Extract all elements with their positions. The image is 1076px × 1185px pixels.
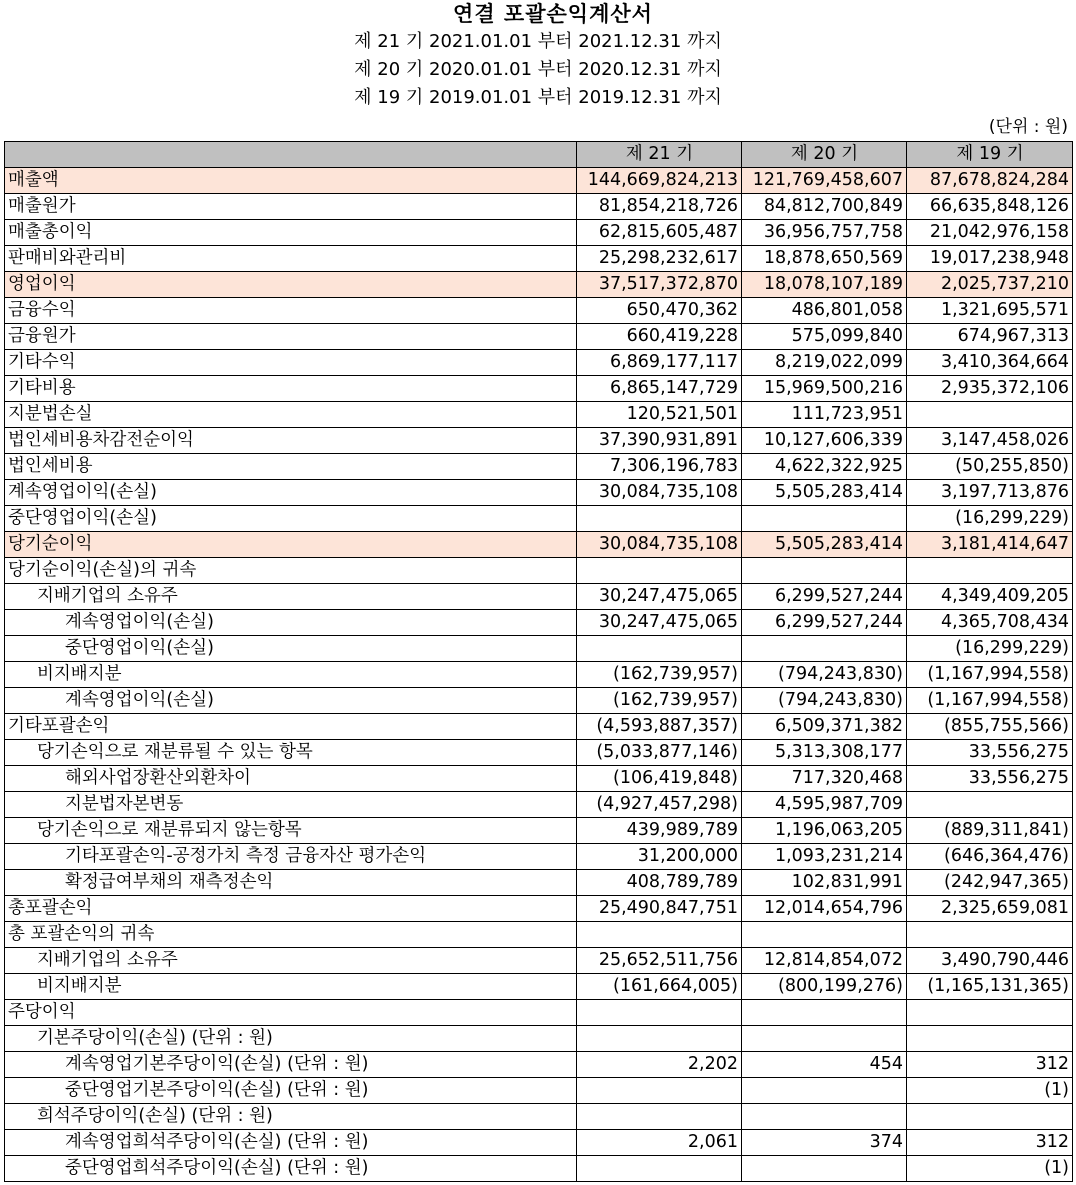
table-row (5, 1026, 1073, 1052)
value-period-21: 2,061 (577, 1130, 742, 1156)
value-period-19 (907, 402, 1073, 428)
value-period-20: 102,831,991 (742, 870, 907, 896)
value-period-21: 120,521,501 (577, 402, 742, 428)
table-row (5, 766, 1073, 792)
value-period-21: 2,202 (577, 1052, 742, 1078)
value-period-19: (16,299,229) (907, 506, 1073, 532)
account-label: 지분법손실 (5, 402, 577, 428)
value-period-20 (742, 506, 907, 532)
value-period-19: 1,321,695,571 (907, 298, 1073, 324)
value-period-19: (1,165,131,365) (907, 974, 1073, 1000)
table-row (5, 792, 1073, 818)
header-account (5, 142, 577, 168)
value-period-20: (794,243,830) (742, 688, 907, 714)
value-period-19: (50,255,850) (907, 454, 1073, 480)
account-label: 중단영업희석주당이익(손실) (단위 : 원) (5, 1156, 577, 1182)
table-row (5, 584, 1073, 610)
value-period-21 (577, 558, 742, 584)
table-row (5, 1156, 1073, 1182)
value-period-20: (800,199,276) (742, 974, 907, 1000)
value-period-19: 2,325,659,081 (907, 896, 1073, 922)
value-period-20: 111,723,951 (742, 402, 907, 428)
statement-title: 연결 포괄손익계산서 (453, 2, 653, 26)
value-period-21: 37,390,931,891 (577, 428, 742, 454)
value-period-21: 81,854,218,726 (577, 194, 742, 220)
value-period-21 (577, 1078, 742, 1104)
account-label: 계속영업희석주당이익(손실) (단위 : 원) (5, 1130, 577, 1156)
table-row (5, 922, 1073, 948)
account-label: 법인세비용 (5, 454, 577, 480)
value-period-21: 660,419,228 (577, 324, 742, 350)
value-period-20 (742, 1000, 907, 1026)
account-label: 법인세비용차감전순이익 (5, 428, 577, 454)
account-label: 판매비와관리비 (5, 246, 577, 272)
value-period-20: 5,505,283,414 (742, 532, 907, 558)
value-period-21: 6,865,147,729 (577, 376, 742, 402)
value-period-21: 30,084,735,108 (577, 532, 742, 558)
value-period-20: 454 (742, 1052, 907, 1078)
table-row (5, 610, 1073, 636)
value-period-20 (742, 922, 907, 948)
value-period-21: 30,247,475,065 (577, 610, 742, 636)
value-period-21: 25,652,511,756 (577, 948, 742, 974)
value-period-21 (577, 636, 742, 662)
table-row (5, 1104, 1073, 1130)
table-row (5, 896, 1073, 922)
account-label: 당기순이익(손실)의 귀속 (5, 558, 577, 584)
account-label: 비지배지분 (5, 662, 577, 688)
value-period-21: 62,815,605,487 (577, 220, 742, 246)
table-header-row (5, 142, 1073, 168)
value-period-21: (4,593,887,357) (577, 714, 742, 740)
unit-note: (단위 : 원) (988, 117, 1068, 137)
value-period-21: 30,084,735,108 (577, 480, 742, 506)
account-label: 계속영업이익(손실) (5, 480, 577, 506)
value-period-19: 312 (907, 1052, 1073, 1078)
account-label: 비지배지분 (5, 974, 577, 1000)
value-period-20: 1,196,063,205 (742, 818, 907, 844)
account-label: 총포괄손익 (5, 896, 577, 922)
table-row (5, 428, 1073, 454)
table-row (5, 376, 1073, 402)
value-period-21 (577, 1026, 742, 1052)
account-label: 중단영업이익(손실) (5, 636, 577, 662)
value-period-21: (162,739,957) (577, 662, 742, 688)
table-row (5, 558, 1073, 584)
value-period-20: 4,622,322,925 (742, 454, 907, 480)
value-period-20: (794,243,830) (742, 662, 907, 688)
value-period-19: 66,635,848,126 (907, 194, 1073, 220)
value-period-20: 36,956,757,758 (742, 220, 907, 246)
value-period-20: 486,801,058 (742, 298, 907, 324)
value-period-21: 31,200,000 (577, 844, 742, 870)
value-period-20: 6,509,371,382 (742, 714, 907, 740)
account-label: 기타수익 (5, 350, 577, 376)
value-period-20: 5,313,308,177 (742, 740, 907, 766)
account-label: 지배기업의 소유주 (5, 584, 577, 610)
account-label: 당기손익으로 재분류될 수 있는 항목 (5, 740, 577, 766)
value-period-20: 1,093,231,214 (742, 844, 907, 870)
value-period-19: 19,017,238,948 (907, 246, 1073, 272)
value-period-20: 6,299,527,244 (742, 610, 907, 636)
value-period-19: 3,147,458,026 (907, 428, 1073, 454)
value-period-19: (1) (907, 1078, 1073, 1104)
account-label: 희석주당이익(손실) (단위 : 원) (5, 1104, 577, 1130)
value-period-19: 21,042,976,158 (907, 220, 1073, 246)
table-row (5, 506, 1073, 532)
value-period-21 (577, 1000, 742, 1026)
value-period-21: 408,789,789 (577, 870, 742, 896)
value-period-19: (1,167,994,558) (907, 662, 1073, 688)
value-period-21 (577, 1104, 742, 1130)
value-period-21: 144,669,824,213 (577, 168, 742, 194)
account-label: 기타비용 (5, 376, 577, 402)
value-period-21 (577, 1156, 742, 1182)
account-label: 영업이익 (5, 272, 577, 298)
value-period-20: 6,299,527,244 (742, 584, 907, 610)
account-label: 매출원가 (5, 194, 577, 220)
table-row (5, 818, 1073, 844)
account-label: 지분법자본변동 (5, 792, 577, 818)
account-label: 총 포괄손익의 귀속 (5, 922, 577, 948)
table-row (5, 532, 1073, 558)
table-row (5, 844, 1073, 870)
period-line-20: 제 20 기 2020.01.01 부터 2020.12.31 까지 (354, 59, 722, 80)
table-row (5, 324, 1073, 350)
value-period-20 (742, 1156, 907, 1182)
value-period-19: (646,364,476) (907, 844, 1073, 870)
account-label: 계속영업이익(손실) (5, 688, 577, 714)
value-period-21: 439,989,789 (577, 818, 742, 844)
table-row (5, 1000, 1073, 1026)
value-period-21: (5,033,877,146) (577, 740, 742, 766)
value-period-21: (161,664,005) (577, 974, 742, 1000)
value-period-20: 18,078,107,189 (742, 272, 907, 298)
value-period-19: (16,299,229) (907, 636, 1073, 662)
value-period-19: (855,755,566) (907, 714, 1073, 740)
table-row (5, 454, 1073, 480)
value-period-19: (889,311,841) (907, 818, 1073, 844)
value-period-20 (742, 1026, 907, 1052)
account-label: 당기순이익 (5, 532, 577, 558)
value-period-19: 3,490,790,446 (907, 948, 1073, 974)
header-period-20: 제 20 기 (742, 142, 907, 168)
table-body (5, 168, 1073, 1182)
value-period-20: 15,969,500,216 (742, 376, 907, 402)
table-row (5, 1052, 1073, 1078)
value-period-20: 18,878,650,569 (742, 246, 907, 272)
value-period-19: (242,947,365) (907, 870, 1073, 896)
value-period-21: 650,470,362 (577, 298, 742, 324)
account-label: 기타포괄손익-공정가치 측정 금융자산 평가손익 (5, 844, 577, 870)
table-row (5, 298, 1073, 324)
value-period-21: 30,247,475,065 (577, 584, 742, 610)
value-period-19: 3,181,414,647 (907, 532, 1073, 558)
account-label: 매출액 (5, 168, 577, 194)
value-period-19: 2,935,372,106 (907, 376, 1073, 402)
income-statement-table (4, 141, 1073, 1182)
value-period-21: (162,739,957) (577, 688, 742, 714)
period-line-21: 제 21 기 2021.01.01 부터 2021.12.31 까지 (354, 31, 722, 52)
value-period-19: 3,410,364,664 (907, 350, 1073, 376)
table-row (5, 272, 1073, 298)
value-period-19 (907, 1000, 1073, 1026)
value-period-19: 674,967,313 (907, 324, 1073, 350)
value-period-21: (106,419,848) (577, 766, 742, 792)
value-period-21 (577, 922, 742, 948)
value-period-19: 4,365,708,434 (907, 610, 1073, 636)
statement-header (0, 0, 1076, 112)
value-period-19: 87,678,824,284 (907, 168, 1073, 194)
account-label: 해외사업장환산외환차이 (5, 766, 577, 792)
account-label: 주당이익 (5, 1000, 577, 1026)
header-period-19: 제 19 기 (907, 142, 1073, 168)
value-period-19 (907, 1026, 1073, 1052)
value-period-19 (907, 792, 1073, 818)
value-period-21: 25,490,847,751 (577, 896, 742, 922)
table-row (5, 1078, 1073, 1104)
value-period-20: 575,099,840 (742, 324, 907, 350)
header-period-21: 제 21 기 (577, 142, 742, 168)
table-row (5, 246, 1073, 272)
account-label: 계속영업이익(손실) (5, 610, 577, 636)
account-label: 금융수익 (5, 298, 577, 324)
value-period-20: 4,595,987,709 (742, 792, 907, 818)
value-period-21: 37,517,372,870 (577, 272, 742, 298)
value-period-19: 33,556,275 (907, 766, 1073, 792)
value-period-19: (1) (907, 1156, 1073, 1182)
value-period-20: 8,219,022,099 (742, 350, 907, 376)
value-period-20: 121,769,458,607 (742, 168, 907, 194)
account-label: 기본주당이익(손실) (단위 : 원) (5, 1026, 577, 1052)
account-label: 금융원가 (5, 324, 577, 350)
value-period-19: (1,167,994,558) (907, 688, 1073, 714)
table-row (5, 480, 1073, 506)
table-row (5, 740, 1073, 766)
value-period-20: 12,814,854,072 (742, 948, 907, 974)
value-period-21: 6,869,177,117 (577, 350, 742, 376)
table-row (5, 168, 1073, 194)
account-label: 중단영업기본주당이익(손실) (단위 : 원) (5, 1078, 577, 1104)
value-period-20: 12,014,654,796 (742, 896, 907, 922)
value-period-21 (577, 506, 742, 532)
value-period-19 (907, 1104, 1073, 1130)
value-period-19: 3,197,713,876 (907, 480, 1073, 506)
table-row (5, 220, 1073, 246)
value-period-20: 374 (742, 1130, 907, 1156)
account-label: 기타포괄손익 (5, 714, 577, 740)
table-row (5, 662, 1073, 688)
account-label: 확정급여부채의 재측정손익 (5, 870, 577, 896)
value-period-19: 2,025,737,210 (907, 272, 1073, 298)
value-period-19: 33,556,275 (907, 740, 1073, 766)
value-period-20 (742, 558, 907, 584)
value-period-20: 5,505,283,414 (742, 480, 907, 506)
value-period-19 (907, 922, 1073, 948)
value-period-19 (907, 558, 1073, 584)
value-period-21: (4,927,457,298) (577, 792, 742, 818)
account-label: 지배기업의 소유주 (5, 948, 577, 974)
value-period-20: 717,320,468 (742, 766, 907, 792)
period-line-19: 제 19 기 2019.01.01 부터 2019.12.31 까지 (354, 87, 722, 108)
table-row (5, 1130, 1073, 1156)
value-period-21: 7,306,196,783 (577, 454, 742, 480)
value-period-19: 312 (907, 1130, 1073, 1156)
account-label: 계속영업기본주당이익(손실) (단위 : 원) (5, 1052, 577, 1078)
value-period-20 (742, 1078, 907, 1104)
value-period-20 (742, 1104, 907, 1130)
value-period-20: 10,127,606,339 (742, 428, 907, 454)
table-row (5, 688, 1073, 714)
account-label: 중단영업이익(손실) (5, 506, 577, 532)
table-row (5, 948, 1073, 974)
value-period-20 (742, 636, 907, 662)
table-row (5, 350, 1073, 376)
value-period-19: 4,349,409,205 (907, 584, 1073, 610)
value-period-21: 25,298,232,617 (577, 246, 742, 272)
table-row (5, 194, 1073, 220)
account-label: 매출총이익 (5, 220, 577, 246)
value-period-20: 84,812,700,849 (742, 194, 907, 220)
table-row (5, 870, 1073, 896)
table-row (5, 714, 1073, 740)
table-row (5, 974, 1073, 1000)
table-row (5, 636, 1073, 662)
account-label: 당기손익으로 재분류되지 않는항목 (5, 818, 577, 844)
table-row (5, 402, 1073, 428)
